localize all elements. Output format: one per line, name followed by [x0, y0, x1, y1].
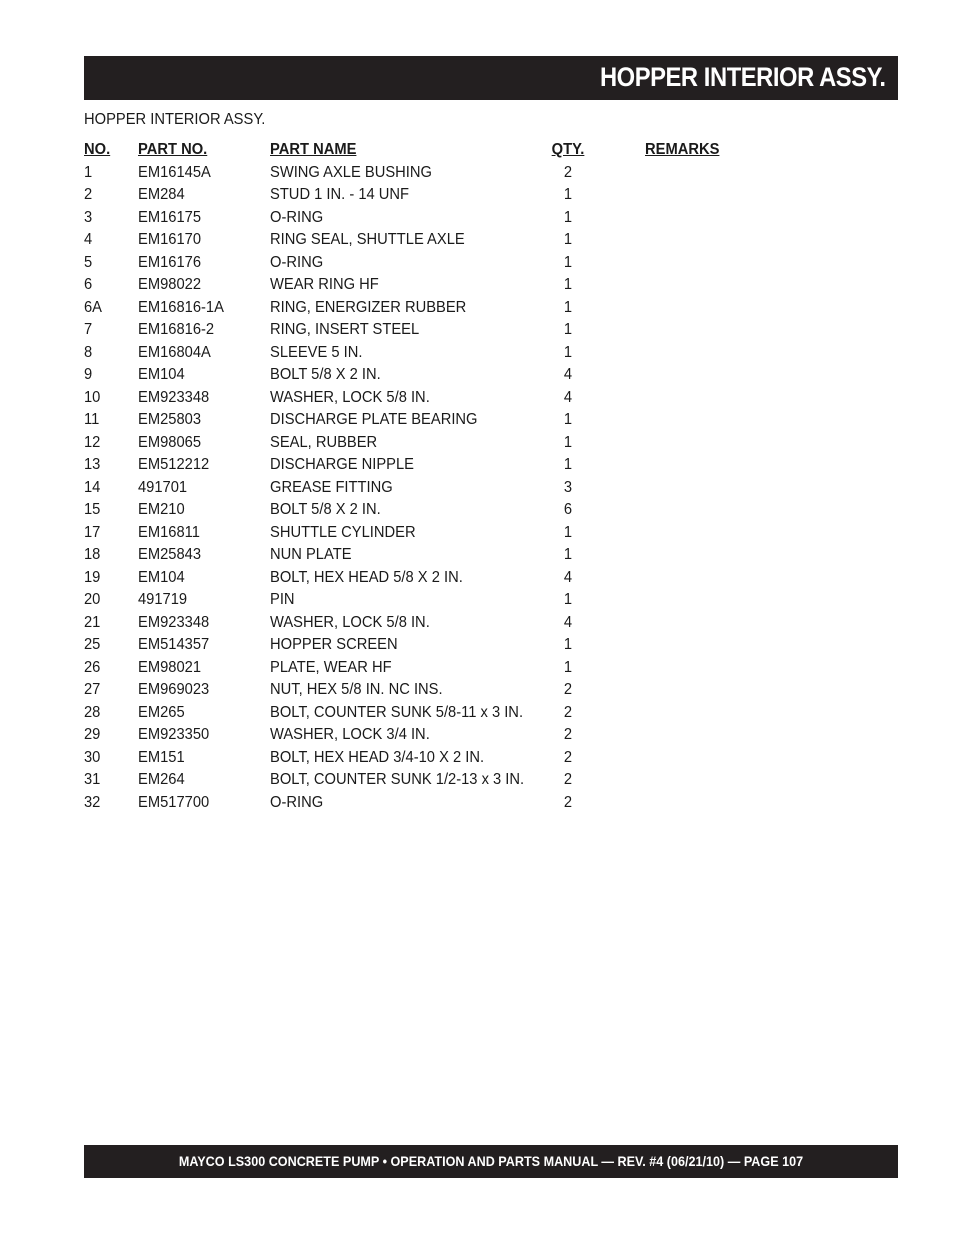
- row-no: 20: [84, 591, 101, 608]
- table-header-row: [84, 139, 784, 162]
- row-part-no: EM265: [138, 703, 185, 721]
- table-row: [84, 229, 784, 252]
- row-no: 1: [84, 163, 93, 181]
- page-footer-bar: [84, 1145, 898, 1178]
- row-no: 26: [84, 658, 101, 676]
- row-qty: 1: [563, 456, 573, 473]
- table-row: [84, 657, 784, 680]
- row-part-no: EM25843: [138, 546, 202, 563]
- row-part-name: NUN PLATE: [270, 546, 352, 563]
- table-row: [84, 162, 784, 185]
- table-row: [84, 769, 784, 792]
- row-part-no: EM104: [138, 568, 185, 586]
- row-part-no: EM923350: [138, 726, 210, 743]
- row-part-name: O-RING: [270, 793, 324, 811]
- row-no: 31: [84, 771, 101, 788]
- row-part-name: HOPPER SCREEN: [270, 636, 398, 653]
- table-row: [84, 747, 784, 770]
- row-part-no: EM16175: [138, 208, 202, 226]
- row-qty: 1: [563, 523, 573, 541]
- row-no: 15: [84, 501, 101, 518]
- section-subtitle: HOPPER INTERIOR ASSY.: [84, 111, 266, 128]
- row-no: 7: [84, 321, 93, 338]
- row-part-no: EM25803: [138, 411, 202, 428]
- row-part-no: EM16811: [138, 523, 200, 541]
- row-part-no: EM923348: [138, 613, 210, 631]
- table-row: [84, 477, 784, 500]
- row-no: 8: [84, 343, 93, 361]
- table-row: [84, 297, 784, 320]
- row-qty: 2: [563, 793, 573, 811]
- table-row: [84, 612, 784, 635]
- row-qty: 1: [563, 546, 573, 563]
- row-qty: 1: [563, 208, 573, 226]
- column-header-qty: QTY.: [551, 141, 585, 158]
- row-qty: 4: [563, 568, 573, 586]
- row-qty: 2: [563, 726, 573, 743]
- row-part-no: EM969023: [138, 681, 210, 698]
- row-qty: 1: [563, 231, 573, 248]
- row-part-name: BOLT, HEX HEAD 3/4-10 X 2 IN.: [270, 748, 485, 766]
- row-no: 19: [84, 568, 101, 586]
- table-row: [84, 702, 784, 725]
- table-row: [84, 522, 784, 545]
- table-row: [84, 634, 784, 657]
- table-body: [84, 162, 784, 815]
- row-no: 4: [84, 231, 93, 248]
- row-part-name: GREASE FITTING: [270, 478, 393, 496]
- table-row: [84, 679, 784, 702]
- row-part-no: 491701: [138, 478, 188, 496]
- row-part-name: BOLT, COUNTER SUNK 5/8-11 x 3 IN.: [270, 703, 524, 721]
- table-row: [84, 792, 784, 815]
- row-no: 32: [84, 793, 101, 811]
- row-no: 17: [84, 523, 101, 541]
- row-no: 11: [84, 411, 100, 428]
- row-qty: 1: [563, 591, 573, 608]
- row-no: 29: [84, 726, 101, 743]
- row-no: 21: [84, 613, 101, 631]
- table-row: [84, 567, 784, 590]
- row-no: 9: [84, 366, 93, 383]
- row-part-name: BOLT 5/8 X 2 IN.: [270, 366, 381, 383]
- row-no: 2: [84, 186, 93, 203]
- table-row: [84, 589, 784, 612]
- row-part-name: O-RING: [270, 253, 324, 271]
- row-part-no: EM16816-1A: [138, 298, 224, 316]
- table-row: [84, 454, 784, 477]
- row-qty: 2: [563, 771, 573, 788]
- row-part-no: EM98022: [138, 276, 202, 293]
- table-row: [84, 184, 784, 207]
- row-qty: 1: [563, 298, 573, 316]
- row-part-name: WASHER, LOCK 5/8 IN.: [270, 388, 430, 406]
- table-row: [84, 319, 784, 342]
- page-title: HOPPER INTERIOR ASSY.: [600, 62, 886, 92]
- table-row: [84, 724, 784, 747]
- row-no: 25: [84, 636, 101, 653]
- row-no: 18: [84, 546, 101, 563]
- row-no: 30: [84, 748, 101, 766]
- footer-text: MAYCO LS300 CONCRETE PUMP • OPERATION AND PARTS MANUAL — REV. #4 (06/21/10) — PAGE 107: [178, 1153, 804, 1169]
- row-qty: 2: [563, 748, 573, 766]
- row-qty: 2: [563, 681, 573, 698]
- row-no: 10: [84, 388, 101, 406]
- row-qty: 3: [563, 478, 573, 496]
- row-qty: 1: [563, 433, 573, 451]
- table-row: [84, 499, 784, 522]
- parts-table: [84, 139, 784, 814]
- row-part-name: WEAR RING HF: [270, 276, 379, 293]
- row-part-name: SLEEVE 5 IN.: [270, 343, 363, 361]
- row-no: 13: [84, 456, 101, 473]
- row-no: 14: [84, 478, 101, 496]
- row-part-no: EM104: [138, 366, 185, 383]
- row-qty: 4: [563, 388, 573, 406]
- row-part-no: EM16170: [138, 231, 202, 248]
- row-part-name: STUD 1 IN. - 14 UNF: [270, 186, 410, 203]
- row-qty: 1: [563, 343, 573, 361]
- row-part-no: EM98065: [138, 433, 202, 451]
- row-part-name: BOLT, HEX HEAD 5/8 X 2 IN.: [270, 568, 463, 586]
- row-qty: 2: [563, 703, 573, 721]
- row-part-name: RING SEAL, SHUTTLE AXLE: [270, 231, 465, 248]
- row-part-name: WASHER, LOCK 3/4 IN.: [270, 726, 430, 743]
- row-qty: 1: [563, 253, 573, 271]
- column-header-part-no: PART NO.: [138, 141, 208, 158]
- table-row: [84, 364, 784, 387]
- row-no: 6A: [84, 298, 103, 316]
- row-part-no: EM16176: [138, 253, 202, 271]
- row-part-no: EM16816-2: [138, 321, 215, 338]
- row-qty: 1: [563, 276, 573, 293]
- row-part-name: DISCHARGE NIPPLE: [270, 456, 414, 473]
- row-qty: 1: [563, 658, 573, 676]
- row-no: 3: [84, 208, 93, 226]
- row-part-no: EM210: [138, 501, 185, 518]
- row-part-no: EM16145A: [138, 163, 211, 181]
- row-part-name: RING, INSERT STEEL: [270, 321, 420, 338]
- row-no: 5: [84, 253, 93, 271]
- table-row: [84, 387, 784, 410]
- row-part-name: DISCHARGE PLATE BEARING: [270, 411, 478, 428]
- row-part-name: PIN: [270, 591, 295, 608]
- table-row: [84, 409, 784, 432]
- row-qty: 4: [563, 366, 573, 383]
- row-part-no: EM16804A: [138, 343, 211, 361]
- row-qty: 2: [563, 163, 573, 181]
- row-part-name: SHUTTLE CYLINDER: [270, 523, 416, 541]
- column-header-no: NO.: [84, 141, 111, 158]
- row-no: 28: [84, 703, 101, 721]
- row-part-no: 491719: [138, 591, 188, 608]
- row-no: 27: [84, 681, 101, 698]
- table-row: [84, 342, 784, 365]
- row-part-name: SWING AXLE BUSHING: [270, 163, 432, 181]
- row-part-name: O-RING: [270, 208, 324, 226]
- row-part-name: SEAL, RUBBER: [270, 433, 378, 451]
- row-part-no: EM923348: [138, 388, 210, 406]
- row-no: 12: [84, 433, 101, 451]
- row-part-name: PLATE, WEAR HF: [270, 658, 392, 676]
- table-row: [84, 207, 784, 230]
- row-qty: 1: [563, 321, 573, 338]
- row-part-no: EM264: [138, 771, 185, 788]
- row-part-name: BOLT, COUNTER SUNK 1/2-13 x 3 IN.: [270, 771, 525, 788]
- row-qty: 1: [563, 411, 573, 428]
- row-part-no: EM98021: [138, 658, 202, 676]
- row-part-no: EM517700: [138, 793, 210, 811]
- row-part-no: EM284: [138, 186, 185, 203]
- row-part-name: BOLT 5/8 X 2 IN.: [270, 501, 381, 518]
- row-part-name: WASHER, LOCK 5/8 IN.: [270, 613, 430, 631]
- column-header-remarks: REMARKS: [645, 141, 720, 158]
- row-qty: 1: [563, 636, 573, 653]
- row-part-name: RING, ENERGIZER RUBBER: [270, 298, 467, 316]
- table-row: [84, 252, 784, 275]
- row-qty: 4: [563, 613, 573, 631]
- table-row: [84, 274, 784, 297]
- table-row: [84, 432, 784, 455]
- row-part-no: EM512212: [138, 456, 210, 473]
- row-part-no: EM151: [138, 748, 185, 766]
- row-qty: 6: [563, 501, 573, 518]
- row-part-no: EM514357: [138, 636, 210, 653]
- row-no: 6: [84, 276, 93, 293]
- table-row: [84, 544, 784, 567]
- row-qty: 1: [563, 186, 573, 203]
- column-header-part-name: PART NAME: [270, 141, 357, 158]
- row-part-name: NUT, HEX 5/8 IN. NC INS.: [270, 681, 443, 698]
- page-header-bar: [84, 56, 898, 100]
